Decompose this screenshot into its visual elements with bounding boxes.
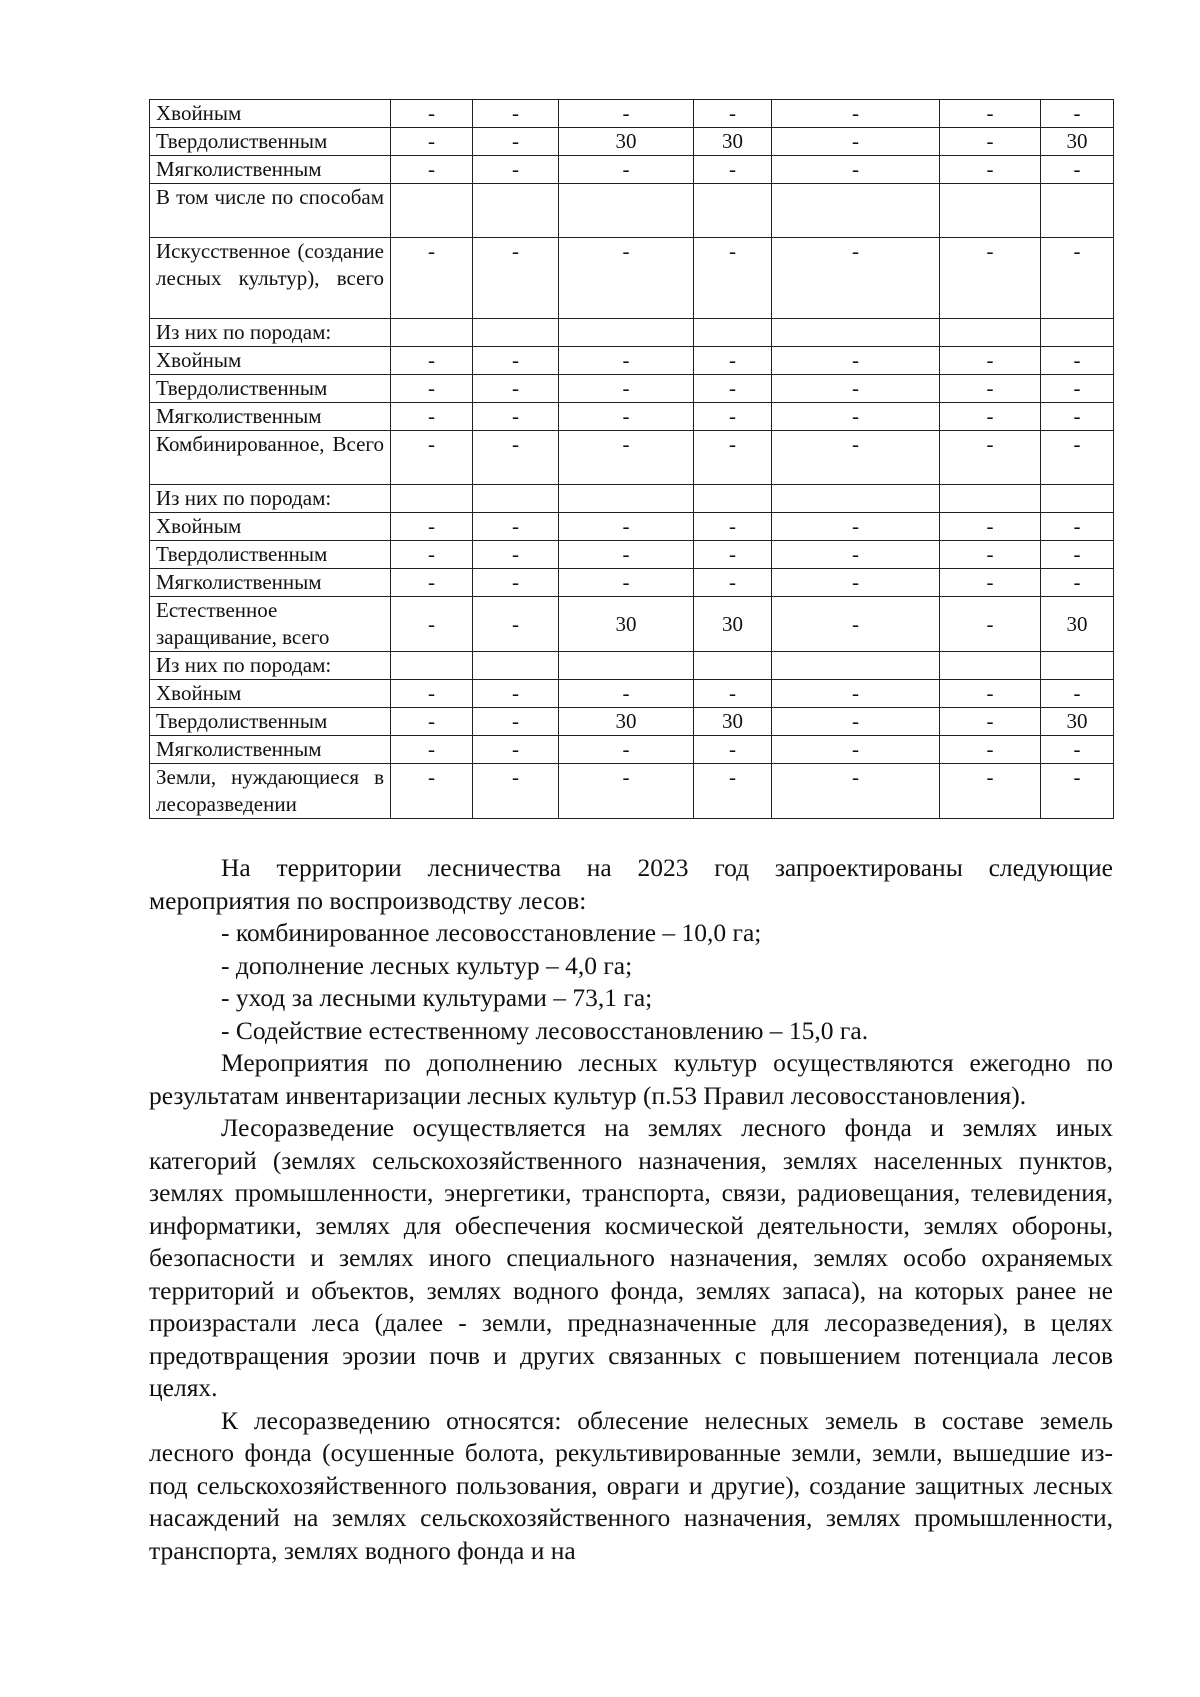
row-label: Хвойным bbox=[150, 347, 391, 375]
table-cell: - bbox=[940, 238, 1041, 319]
table-cell: - bbox=[940, 403, 1041, 431]
table-cell: - bbox=[772, 431, 940, 485]
table-cell: - bbox=[694, 375, 772, 403]
table-cell: - bbox=[391, 375, 473, 403]
table-cell: - bbox=[391, 347, 473, 375]
list-item: - комбинированное лесовосстановление – 10,0 га; bbox=[221, 918, 762, 947]
table-cell: - bbox=[694, 513, 772, 541]
table-cell bbox=[940, 652, 1041, 680]
reforestation-table bbox=[149, 99, 1114, 819]
table-cell: - bbox=[940, 708, 1041, 736]
table-cell: - bbox=[1041, 680, 1114, 708]
table-cell: - bbox=[694, 238, 772, 319]
table-cell: - bbox=[1041, 513, 1114, 541]
table-cell bbox=[559, 652, 694, 680]
table-cell bbox=[940, 319, 1041, 347]
table-cell: - bbox=[473, 680, 559, 708]
table-cell: - bbox=[694, 764, 772, 819]
row-label: Земли, нуждающиеся в лесоразведении bbox=[150, 764, 391, 819]
table-cell: - bbox=[772, 736, 940, 764]
table-cell: - bbox=[473, 156, 559, 184]
table-row bbox=[150, 485, 1114, 513]
table-cell: - bbox=[559, 569, 694, 597]
list-item: - уход за лесными культурами – 73,1 га; bbox=[221, 983, 653, 1012]
table-cell: - bbox=[1041, 764, 1114, 819]
table-cell: - bbox=[473, 347, 559, 375]
table-row bbox=[150, 431, 1114, 485]
table-cell: - bbox=[694, 431, 772, 485]
table-cell: - bbox=[559, 156, 694, 184]
table-cell: - bbox=[772, 100, 940, 128]
table-cell bbox=[694, 319, 772, 347]
table-cell bbox=[1041, 652, 1114, 680]
table-cell bbox=[473, 485, 559, 513]
table-cell: - bbox=[391, 764, 473, 819]
table-cell: 30 bbox=[1041, 597, 1114, 652]
table-row bbox=[150, 184, 1114, 238]
table-row bbox=[150, 569, 1114, 597]
table-cell: - bbox=[559, 238, 694, 319]
table-cell: - bbox=[940, 736, 1041, 764]
table-cell: - bbox=[772, 513, 940, 541]
table-cell: - bbox=[391, 403, 473, 431]
table-cell: - bbox=[772, 375, 940, 403]
table-cell bbox=[940, 184, 1041, 238]
table-cell: - bbox=[1041, 238, 1114, 319]
table-cell bbox=[772, 652, 940, 680]
paragraph-afforestation-types: К лесоразведению относятся: облесение нелесных земель в составе земель лесного фонда (осушенные болота, рекультивированные земли, земли, вышедшие из-под сельскохозяйственного пользования, овраги и другие), создание защитных лесных насаждений на землях сельскохозяйственного назначения, землях промышленности, транспорта, землях водного фонда и на bbox=[149, 1405, 1113, 1565]
table-cell: - bbox=[772, 764, 940, 819]
table-cell: - bbox=[391, 238, 473, 319]
table-cell: - bbox=[694, 100, 772, 128]
paragraph-supplement: Мероприятия по дополнению лесных культур осуществляются ежегодно по результатам инвентаризации лесных культур (п.53 Правил лесовосстановления). bbox=[149, 1048, 1113, 1110]
table-cell bbox=[772, 184, 940, 238]
table-cell: - bbox=[559, 100, 694, 128]
row-label: В том числе по способам bbox=[150, 184, 391, 238]
table-row bbox=[150, 375, 1114, 403]
table-row bbox=[150, 764, 1114, 819]
list-item: - Содействие естественному лесовосстановлению – 15,0 га. bbox=[221, 1015, 869, 1045]
table-cell: - bbox=[473, 100, 559, 128]
row-label: Твердолиственным bbox=[150, 128, 391, 156]
table-row bbox=[150, 708, 1114, 736]
table-cell: - bbox=[940, 431, 1041, 485]
table-cell: - bbox=[940, 347, 1041, 375]
table-cell: 30 bbox=[559, 708, 694, 736]
table-cell: - bbox=[772, 238, 940, 319]
table-cell: - bbox=[1041, 431, 1114, 485]
table-row bbox=[150, 680, 1114, 708]
table-cell: - bbox=[391, 541, 473, 569]
table-cell: - bbox=[559, 403, 694, 431]
table-cell bbox=[772, 485, 940, 513]
table-cell: - bbox=[391, 708, 473, 736]
table-cell: - bbox=[559, 513, 694, 541]
table-cell: - bbox=[940, 375, 1041, 403]
paragraph-afforestation: Лесоразведение осуществляется на землях лесного фонда и землях иных категорий (землях сельскохозяйственного назначения, землях населенных пунктов, землях промышленности, энергетики, транспорта, связи, радиовещания, телевидения, информатики, землях для обеспечения космической деятельности, землях обороны, безопасности и землях иного специального назначения, землях особо охраняемых территорий и объектов, землях водного фонда, землях запаса), на которых ранее не произрастали леса (далее - земли, предназначенные для лесоразведения), в целях предотвращения эрозии почв и других связанных с повышением потенциала лесов целях. bbox=[149, 1113, 1113, 1402]
row-label: Твердолиственным bbox=[150, 708, 391, 736]
table-cell: - bbox=[694, 347, 772, 375]
table-cell bbox=[559, 184, 694, 238]
table-row bbox=[150, 541, 1114, 569]
table-row bbox=[150, 736, 1114, 764]
row-label: Хвойным bbox=[150, 680, 391, 708]
table-cell: - bbox=[473, 375, 559, 403]
intro-paragraph: На территории лесничества на 2023 год запроектированы следующие мероприятия по воспроизводству лесов: bbox=[149, 853, 1113, 915]
table-cell: - bbox=[391, 128, 473, 156]
table-cell bbox=[473, 319, 559, 347]
table-cell: - bbox=[694, 569, 772, 597]
table-cell: - bbox=[391, 100, 473, 128]
table-row bbox=[150, 156, 1114, 184]
table-cell: - bbox=[1041, 569, 1114, 597]
table-cell: - bbox=[940, 680, 1041, 708]
row-label: Твердолиственным bbox=[150, 541, 391, 569]
table-cell bbox=[473, 184, 559, 238]
table-row bbox=[150, 319, 1114, 347]
table-cell: - bbox=[1041, 156, 1114, 184]
row-label: Комбинированное, Всего bbox=[150, 431, 391, 485]
table-cell: - bbox=[391, 513, 473, 541]
table-row bbox=[150, 403, 1114, 431]
table-cell: - bbox=[559, 736, 694, 764]
table-cell: - bbox=[940, 597, 1041, 652]
table-cell: 30 bbox=[559, 128, 694, 156]
table-cell: - bbox=[1041, 541, 1114, 569]
table-cell: - bbox=[772, 597, 940, 652]
row-label: Искусственное (создание лесных культур), всего bbox=[150, 238, 391, 319]
table-cell: 30 bbox=[694, 128, 772, 156]
row-label: Мягколиственным bbox=[150, 156, 391, 184]
table-cell: - bbox=[391, 156, 473, 184]
table-cell: - bbox=[559, 680, 694, 708]
table-cell: - bbox=[473, 128, 559, 156]
table-cell bbox=[559, 485, 694, 513]
table-row bbox=[150, 238, 1114, 319]
table-cell bbox=[391, 652, 473, 680]
table-cell bbox=[391, 319, 473, 347]
table-cell bbox=[772, 319, 940, 347]
table-cell bbox=[1041, 319, 1114, 347]
table-cell: - bbox=[391, 569, 473, 597]
table-row bbox=[150, 347, 1114, 375]
table-cell bbox=[694, 184, 772, 238]
row-label: Мягколиственным bbox=[150, 569, 391, 597]
table-row bbox=[150, 128, 1114, 156]
table-cell: - bbox=[559, 541, 694, 569]
row-label: Мягколиственным bbox=[150, 403, 391, 431]
table-cell bbox=[559, 319, 694, 347]
table-cell: - bbox=[391, 431, 473, 485]
table-cell: - bbox=[391, 736, 473, 764]
row-label: Из них по породам: bbox=[150, 485, 391, 513]
table-cell: - bbox=[940, 764, 1041, 819]
table-cell bbox=[391, 184, 473, 238]
table-row bbox=[150, 513, 1114, 541]
table-cell: - bbox=[772, 156, 940, 184]
table-cell bbox=[1041, 184, 1114, 238]
table-cell bbox=[694, 652, 772, 680]
table-cell: - bbox=[473, 708, 559, 736]
table-cell: - bbox=[694, 541, 772, 569]
table-cell: - bbox=[1041, 347, 1114, 375]
table-cell: 30 bbox=[559, 597, 694, 652]
table-cell: - bbox=[940, 513, 1041, 541]
table-cell: - bbox=[473, 764, 559, 819]
row-label: Из них по породам: bbox=[150, 319, 391, 347]
table-cell bbox=[940, 485, 1041, 513]
table-cell: - bbox=[772, 403, 940, 431]
table-cell: - bbox=[772, 708, 940, 736]
table-cell: - bbox=[391, 597, 473, 652]
row-label: Хвойным bbox=[150, 100, 391, 128]
table-cell: - bbox=[473, 403, 559, 431]
table-cell: - bbox=[694, 736, 772, 764]
table-cell: - bbox=[940, 541, 1041, 569]
table-cell: - bbox=[772, 128, 940, 156]
table-cell: - bbox=[473, 431, 559, 485]
table-cell: - bbox=[940, 100, 1041, 128]
table-cell bbox=[694, 485, 772, 513]
row-label: Твердолиственным bbox=[150, 375, 391, 403]
table-cell: - bbox=[473, 597, 559, 652]
table-cell: - bbox=[940, 156, 1041, 184]
table-cell: - bbox=[694, 680, 772, 708]
table-cell: - bbox=[559, 431, 694, 485]
table-cell: 30 bbox=[694, 708, 772, 736]
row-label: Мягколиственным bbox=[150, 736, 391, 764]
table-cell: - bbox=[473, 569, 559, 597]
table-row bbox=[150, 652, 1114, 680]
table-cell bbox=[473, 652, 559, 680]
row-label: Естественное заращивание, всего bbox=[150, 597, 391, 652]
table-cell: 30 bbox=[1041, 128, 1114, 156]
table-cell: - bbox=[559, 764, 694, 819]
table-cell: - bbox=[694, 156, 772, 184]
table-cell: - bbox=[772, 680, 940, 708]
list-item: - дополнение лесных культур – 4,0 га; bbox=[221, 950, 633, 980]
table-cell: - bbox=[1041, 736, 1114, 764]
table-row bbox=[150, 100, 1114, 128]
table-cell: - bbox=[473, 238, 559, 319]
table-cell: - bbox=[1041, 375, 1114, 403]
table-cell: - bbox=[772, 569, 940, 597]
table-cell: - bbox=[772, 347, 940, 375]
table-cell: - bbox=[1041, 403, 1114, 431]
table-cell: - bbox=[772, 541, 940, 569]
body-text bbox=[149, 852, 1113, 1567]
row-label: Из них по породам: bbox=[150, 652, 391, 680]
table-cell bbox=[1041, 485, 1114, 513]
table-cell: - bbox=[559, 375, 694, 403]
table-cell: - bbox=[940, 128, 1041, 156]
table-cell: 30 bbox=[1041, 708, 1114, 736]
table-cell: - bbox=[473, 541, 559, 569]
table-cell: - bbox=[473, 513, 559, 541]
table-cell: - bbox=[473, 736, 559, 764]
table-cell: - bbox=[391, 680, 473, 708]
table-cell bbox=[391, 485, 473, 513]
table-row bbox=[150, 597, 1114, 652]
table-cell: - bbox=[559, 347, 694, 375]
table-cell: 30 bbox=[694, 597, 772, 652]
table-cell: - bbox=[694, 403, 772, 431]
table-cell: - bbox=[1041, 100, 1114, 128]
table-cell: - bbox=[940, 569, 1041, 597]
row-label: Хвойным bbox=[150, 513, 391, 541]
